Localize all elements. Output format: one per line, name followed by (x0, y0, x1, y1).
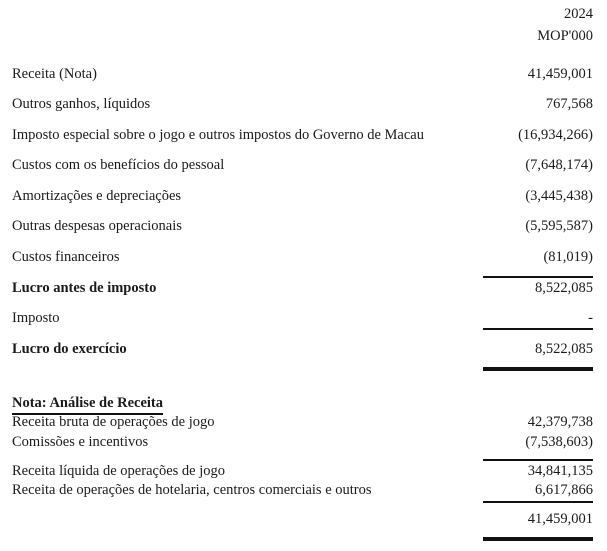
row-value: 42,379,738 (527, 414, 593, 430)
double-rule-line (483, 367, 593, 371)
row-label: Imposto especial sobre o jogo e outros impostos do Governo de Macau (12, 127, 424, 143)
row-value: 6,617,866 (535, 482, 593, 498)
row-value: 767,568 (545, 96, 593, 112)
row-value: (3,445,438) (525, 188, 593, 204)
statement-row-outros-ganhos (12, 94, 593, 114)
row-value: 41,459,001 (527, 511, 593, 527)
statement-row-custos-pessoal (12, 155, 593, 175)
row-value: (5,595,587) (525, 218, 593, 234)
statement-row-imposto (12, 308, 593, 328)
note-row-receita-bruta (12, 412, 593, 432)
row-label: Lucro antes de imposto (12, 280, 157, 296)
note-row-hotelaria (12, 480, 593, 500)
column-header-year: 2024 (564, 6, 593, 22)
row-value: (81,019) (543, 249, 593, 265)
row-value: (7,648,174) (525, 157, 593, 173)
row-label: Outras despesas operacionais (12, 218, 182, 234)
row-value: 41,459,001 (527, 66, 593, 82)
column-header-unit: MOP'000 (537, 28, 593, 44)
row-value: 8,522,085 (535, 341, 593, 357)
row-label: Comissões e incentivos (12, 434, 149, 450)
row-label: Custos com os benefícios do pessoal (12, 157, 225, 173)
row-value: 34,841,135 (527, 463, 593, 479)
statement-row-outras-despesas (12, 216, 593, 236)
row-label: Receita líquida de operações de jogo (12, 463, 225, 479)
row-value: (7,538,603) (525, 434, 593, 450)
note-row-comissoes (12, 432, 593, 452)
statement-row-lucro-exercicio (12, 339, 593, 359)
rule-line (483, 328, 593, 330)
double-rule-line (483, 537, 593, 541)
row-label: Imposto (12, 310, 60, 326)
row-value: (16,934,266) (518, 127, 593, 143)
row-label: Receita bruta de operações de jogo (12, 414, 215, 430)
rule-line (483, 501, 593, 503)
row-label: Receita de operações de hotelaria, centros comerciais e outros (12, 482, 372, 498)
row-label: Lucro do exercício (12, 341, 127, 357)
statement-row-receita (12, 64, 593, 84)
statement-row-amortizacoes (12, 186, 593, 206)
statement-row-lucro-antes-imposto (12, 278, 593, 298)
row-label: Outros ganhos, líquidos (12, 96, 151, 112)
statement-row-custos-financeiros (12, 247, 593, 267)
row-value: - (588, 310, 593, 326)
row-label: Amortizações e depreciações (12, 188, 182, 204)
note-row-total (12, 509, 593, 529)
row-value: 8,522,085 (535, 280, 593, 296)
row-label: Receita (Nota) (12, 66, 97, 82)
statement-row-imposto-especial (12, 125, 593, 145)
note-row-receita-liquida (12, 461, 593, 481)
note-title: Nota: Análise de Receita (12, 393, 163, 415)
row-label: Custos financeiros (12, 249, 120, 265)
